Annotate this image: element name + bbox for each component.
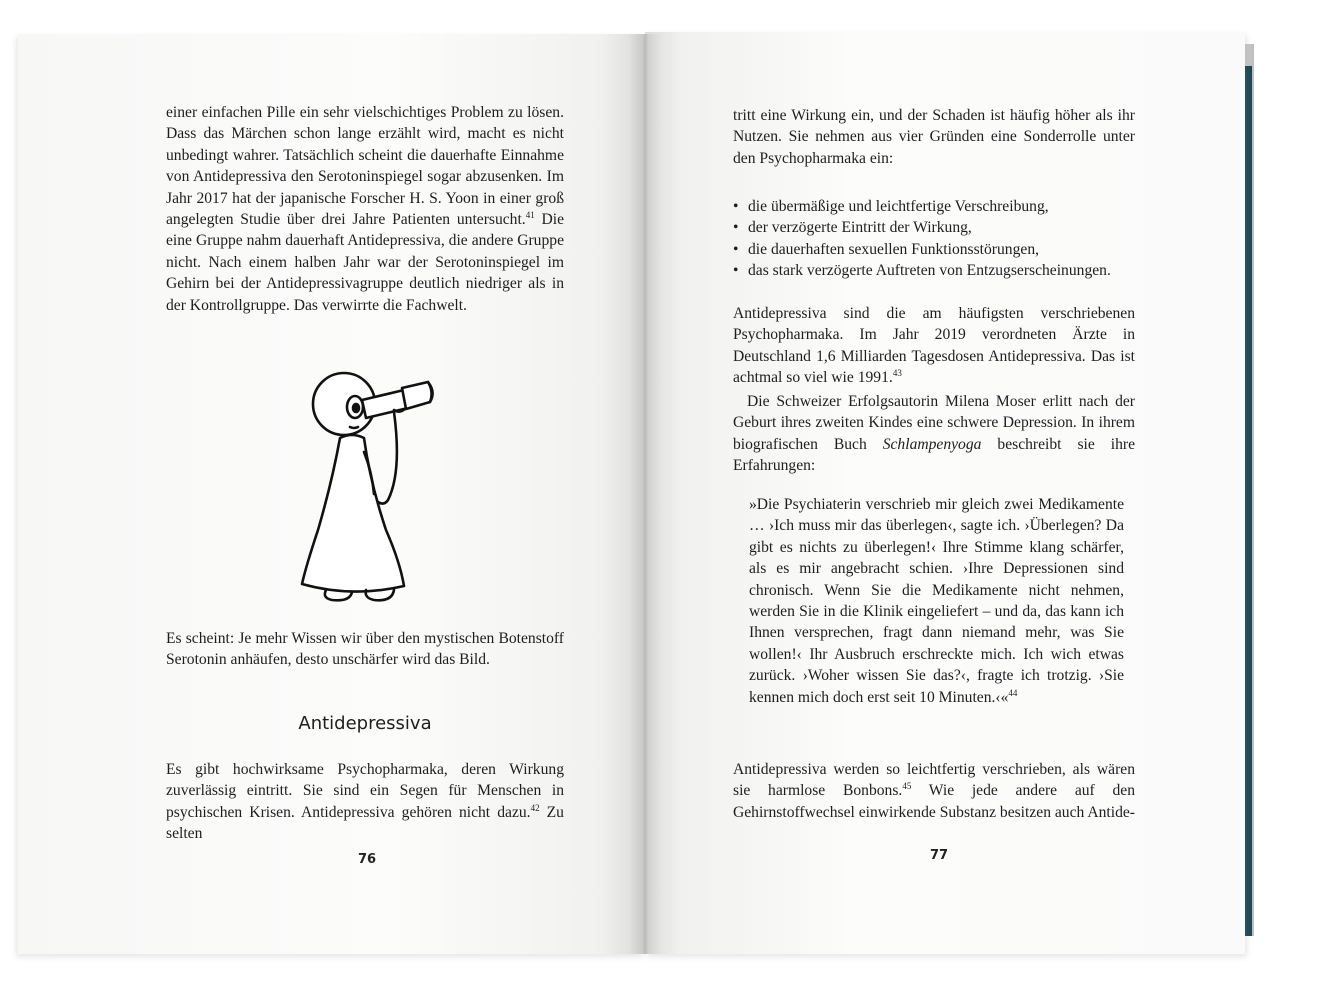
footnote-ref-45: 45 (902, 781, 912, 792)
left-paragraph-bottom-text2: Zu selten (166, 803, 564, 843)
right-paragraph-top (733, 105, 1135, 169)
left-paragraph-bottom (166, 759, 564, 845)
list-item (733, 260, 1135, 281)
book-gutter (628, 34, 662, 954)
list-item-text: die dauerhaften sexuellen Funktionsstörungen, (748, 240, 1040, 258)
right-paragraph-1 (733, 303, 1135, 389)
page-number-left: 76 (358, 852, 377, 867)
quote-text: »Die Psychiaterin verschrieb mir gleich zwei Medikamente … ›Ich muss mir das überlegen‹, sagte ich. ›Überlegen? Da gibt es nichts zu überlegen!‹ Ihre Stimme klang schärfer, als es mir angebracht schien. ›Ihre Depressionen sind chronisch. Wenn Sie die Medikamente nicht nehmen, werden Sie in die Klinik eingeliefert – und da, das kann ich Ihnen versprechen, fragt dann niemand mehr, was Sie wollen!‹ Ihr Ausbruch erschreckte mich. Ich wich etwas zurück. ›Woher wissen Sie das?‹, fragte ich trotzig. ›Sie kennen mich doch erst seit 10 Minuten.‹« (749, 496, 1124, 706)
stick-figure-with-telescope-icon (292, 362, 440, 612)
section-heading: Antidepressiva (298, 713, 432, 734)
list-item-text: die übermäßige und leichtfertige Verschreibung, (748, 198, 1049, 215)
list-item (733, 239, 1135, 260)
footnote-ref-43: 43 (892, 368, 902, 379)
list-item (733, 217, 1135, 238)
list-item (733, 196, 1135, 217)
block-quote (749, 494, 1124, 708)
bullet: • (733, 219, 739, 237)
bullet: • (733, 262, 739, 280)
right-paragraph-bottom-text1: Antidepressiva werden so leichtfertig verschrieben, als wären sie harmlose Bonbons. (733, 761, 1135, 800)
right-paragraph-2-text1: Die Schweizer Erfolgsautorin Milena Moser erlitt nach der Geburt ihres zweiten Kindes eine schwere Depression. In ihrem biografischen Buch (733, 393, 1135, 453)
right-paragraph-bottom (733, 759, 1135, 823)
page-number-right: 77 (930, 848, 949, 863)
left-paragraph-top (166, 102, 564, 316)
left-paragraph-mid (166, 628, 564, 671)
list-item-text: der verzögerte Eintritt der Wirkung, (748, 219, 972, 237)
list-item-text: das stark verzögerte Auftreten von Entzugserscheinungen. (748, 262, 1111, 280)
left-paragraph-top-text2: Die eine Gruppe nahm dauerhaft Antidepressiva, die andere Gruppe nicht. Nach einem halben Jahr war der Serotoninspiegel im Gehirn bei der Antidepressivagruppe deutlich niedriger als in der Kontrollgruppe. Das verwirrte die Fachwelt. (166, 211, 564, 314)
bullet: • (733, 240, 739, 258)
left-paragraph-mid-text: Es scheint: Je mehr Wissen wir über den mystischen Botenstoff Serotonin anhäufen, desto unschärfer wird das Bild. (166, 630, 564, 669)
book-title: Schlampenyoga (882, 435, 982, 453)
left-paragraph-top-text1: einer einfachen Pille ein sehr vielschichtiges Problem zu lösen. Dass das Märchen schon lange erzählt wird, macht es nicht unbedingt wahrer. Tatsächlich scheint die dauerhafte Einnahme von Antidepressiva den Serotoninspiegel sogar abzusenken. Im Jahr 2017 hat der japanische Forscher H. S. Yoon in einer groß angelegten Studie über drei Jahre Patienten untersucht. (166, 104, 564, 229)
right-paragraph-2 (733, 391, 1135, 477)
right-paragraph-top-text: tritt eine Wirkung ein, und der Schaden ist häufig höher als ihr Nutzen. Sie nehmen aus vier Gründen eine Sonderrolle unter den Psychopharmaka ein: (733, 107, 1135, 167)
footnote-ref-44: 44 (1008, 687, 1018, 698)
footnote-ref-42: 42 (530, 802, 540, 813)
footnote-ref-41: 41 (525, 209, 535, 220)
reasons-list (733, 196, 1135, 282)
right-paragraph-bottom-text2: Wie jede andere auf den Gehirnstoffwechsel einwirkende Substanz besitzen auch Antide- (733, 782, 1135, 821)
right-paragraph-1-text: Antidepressiva sind die am häufigsten verschriebenen Psychopharmaka. Im Jahr 2019 verordneten Ärzte in Deutschland 1,6 Milliarden Tagesdosen Antidepressiva. Das ist achtmal so viel wie 1991. (733, 305, 1135, 387)
bullet: • (733, 198, 739, 215)
left-paragraph-bottom-text1: Es gibt hochwirksame Psychopharmaka, deren Wirkung zuverlässig eintritt. Sie sind ein Segen für Menschen in psychischen Krisen. Antidepressiva gehören nicht dazu. (166, 761, 564, 821)
right-paragraph-2-text2: beschreibt sie ihre Erfahrungen: (733, 435, 1135, 475)
